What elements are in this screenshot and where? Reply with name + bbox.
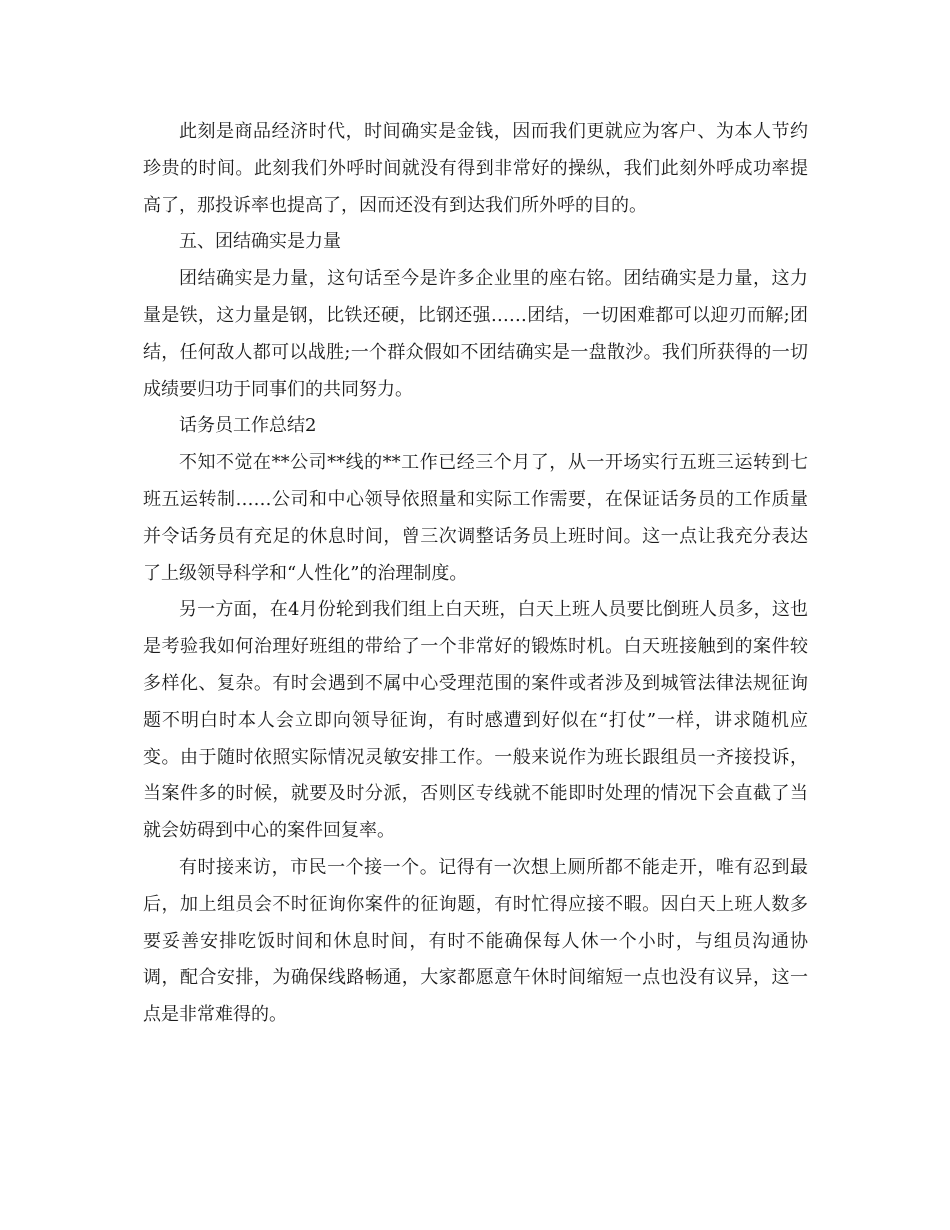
document-body [143,114,808,1034]
section-heading-summary-2: 话务员工作总结2 [179,415,317,437]
paragraph-day-shift: 另一方面，在4月份轮到我们组上白天班，白天上班人员要比倒班人员多，这也是考验我如何治理好班组的带给了一个非常好的锻炼时机。白天班接触到的案件较多样化、复杂。有时会遇到不属中心受理范围的案件或者涉及到城管法律法规征询题不明白时本人会立即向领导征询，有时感遭到好似在“打仗”一样，讲求随机应变。由于随时依照实际情况灵敏安排工作。一般来说作为班长跟组员一齐接投诉，当案件多的时候，就要及时分派，否则区专线就不能即时处理的情况下会直截了当就会妨碍到中心的案件回复率。 [143,599,808,842]
paragraph-unity-is-strength: 团结确实是力量，这句话至今是许多企业里的座右铭。团结确实是力量，这力量是铁，这力量是钢，比铁还硬，比钢还强……团结，一切困难都可以迎刃而解;团结，任何敌人都可以战胜;一个群众假如不团结确实是一盘散沙。我们所获得的一切成绩要归功于同事们的共同努力。 [143,268,808,400]
paragraph-time-is-money: 此刻是商品经济时代，时间确实是金钱，因而我们更就应为客户、为本人节约珍贵的时间。此刻我们外呼时间就没有得到非常好的操纵，我们此刻外呼成功率提高了，那投诉率也提高了，因而还没有到达我们所外呼的目的。 [143,121,808,216]
paragraph-visitors: 有时接来访，市民一个接一个。记得有一次想上厕所都不能走开，唯有忍到最后，加上组员会不时征询你案件的征询题，有时忙得应接不暇。因白天上班人数多要妥善安排吃饭时间和休息时间，有时不能确保每人休一个小时，与组员沟通协调，配合安排，为确保线路畅通，大家都愿意午休时间缩短一点也没有议异，这一点是非常难得的。 [143,856,808,1026]
paragraph-three-months: 不知不觉在**公司**线的**工作已经三个月了，从一开场实行五班三运转到七班五运转制……公司和中心领导依照量和实际工作需要，在保证话务员的工作质量并令话务员有充足的休息时间，曾三次调整话务员上班时间。这一点让我充分表达了上级领导科学和“人性化”的治理制度。 [143,452,808,584]
section-heading-unity: 五、团结确实是力量 [179,231,341,253]
